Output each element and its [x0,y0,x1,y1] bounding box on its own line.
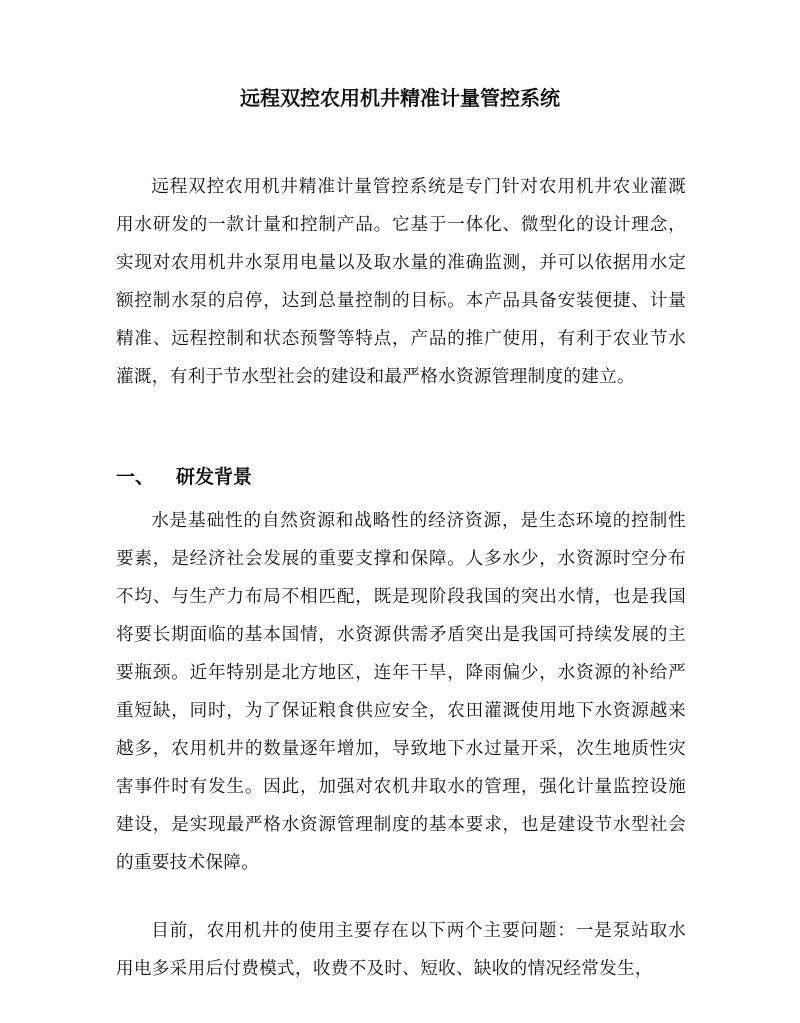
section-heading [116,459,252,495]
document-title: 远程双控农用机井精准计量管控系统 [240,86,560,110]
problems-paragraph: 目前，农用机井的使用主要存在以下两个主要问题：一是泵站取水用电多采用后付费模式，收费不及时、短收、缺收的情况经常发生， [116,921,686,979]
background-paragraph: 水是基础性的自然资源和战略性的经济资源，是生态环境的控制性要素，是经济社会发展的重要支撑和保障。人多水少，水资源时空分布不均、与生产力布局不相匹配，既是现阶段我国的突出水情，也是我国将要长期面临的基本国情，水资源供需矛盾突出是我国可持续发展的主要瓶颈。近年特别是北方地区，连年干旱，降雨偏少，水资源的补给严重短缺，同时，为了保证粮食供应安全，农田灌溉使用地下水资源越来越多，农用机井的数量逐年增加，导致地下水过量开采，次生地质性灾害事件时有发生。因此，加强对农机井取水的管理，强化计量监控设施建设，是实现最严格水资源管理制度的基本要求，也是建设节水型社会的重要技术保障。 [116,511,686,873]
intro-paragraph: 远程双控农用机井精准计量管控系统是专门针对农用机井农业灌溉用水研发的一款计量和控制产品。它基于一体化、微型化的设计理念，实现对农用机井水泵用电量以及取水量的准确监测，并可以依据用水定额控制水泵的启停，达到总量控制的目标。本产品具备安装便捷、计量精准、远程控制和状态预警等特点，产品的推广使用，有利于农业节水灌溉，有利于节水型社会的建设和最严格水资源管理制度的建立。 [116,177,686,387]
section-number: 一、 [116,466,155,488]
section-title: 研发背景 [176,466,253,488]
